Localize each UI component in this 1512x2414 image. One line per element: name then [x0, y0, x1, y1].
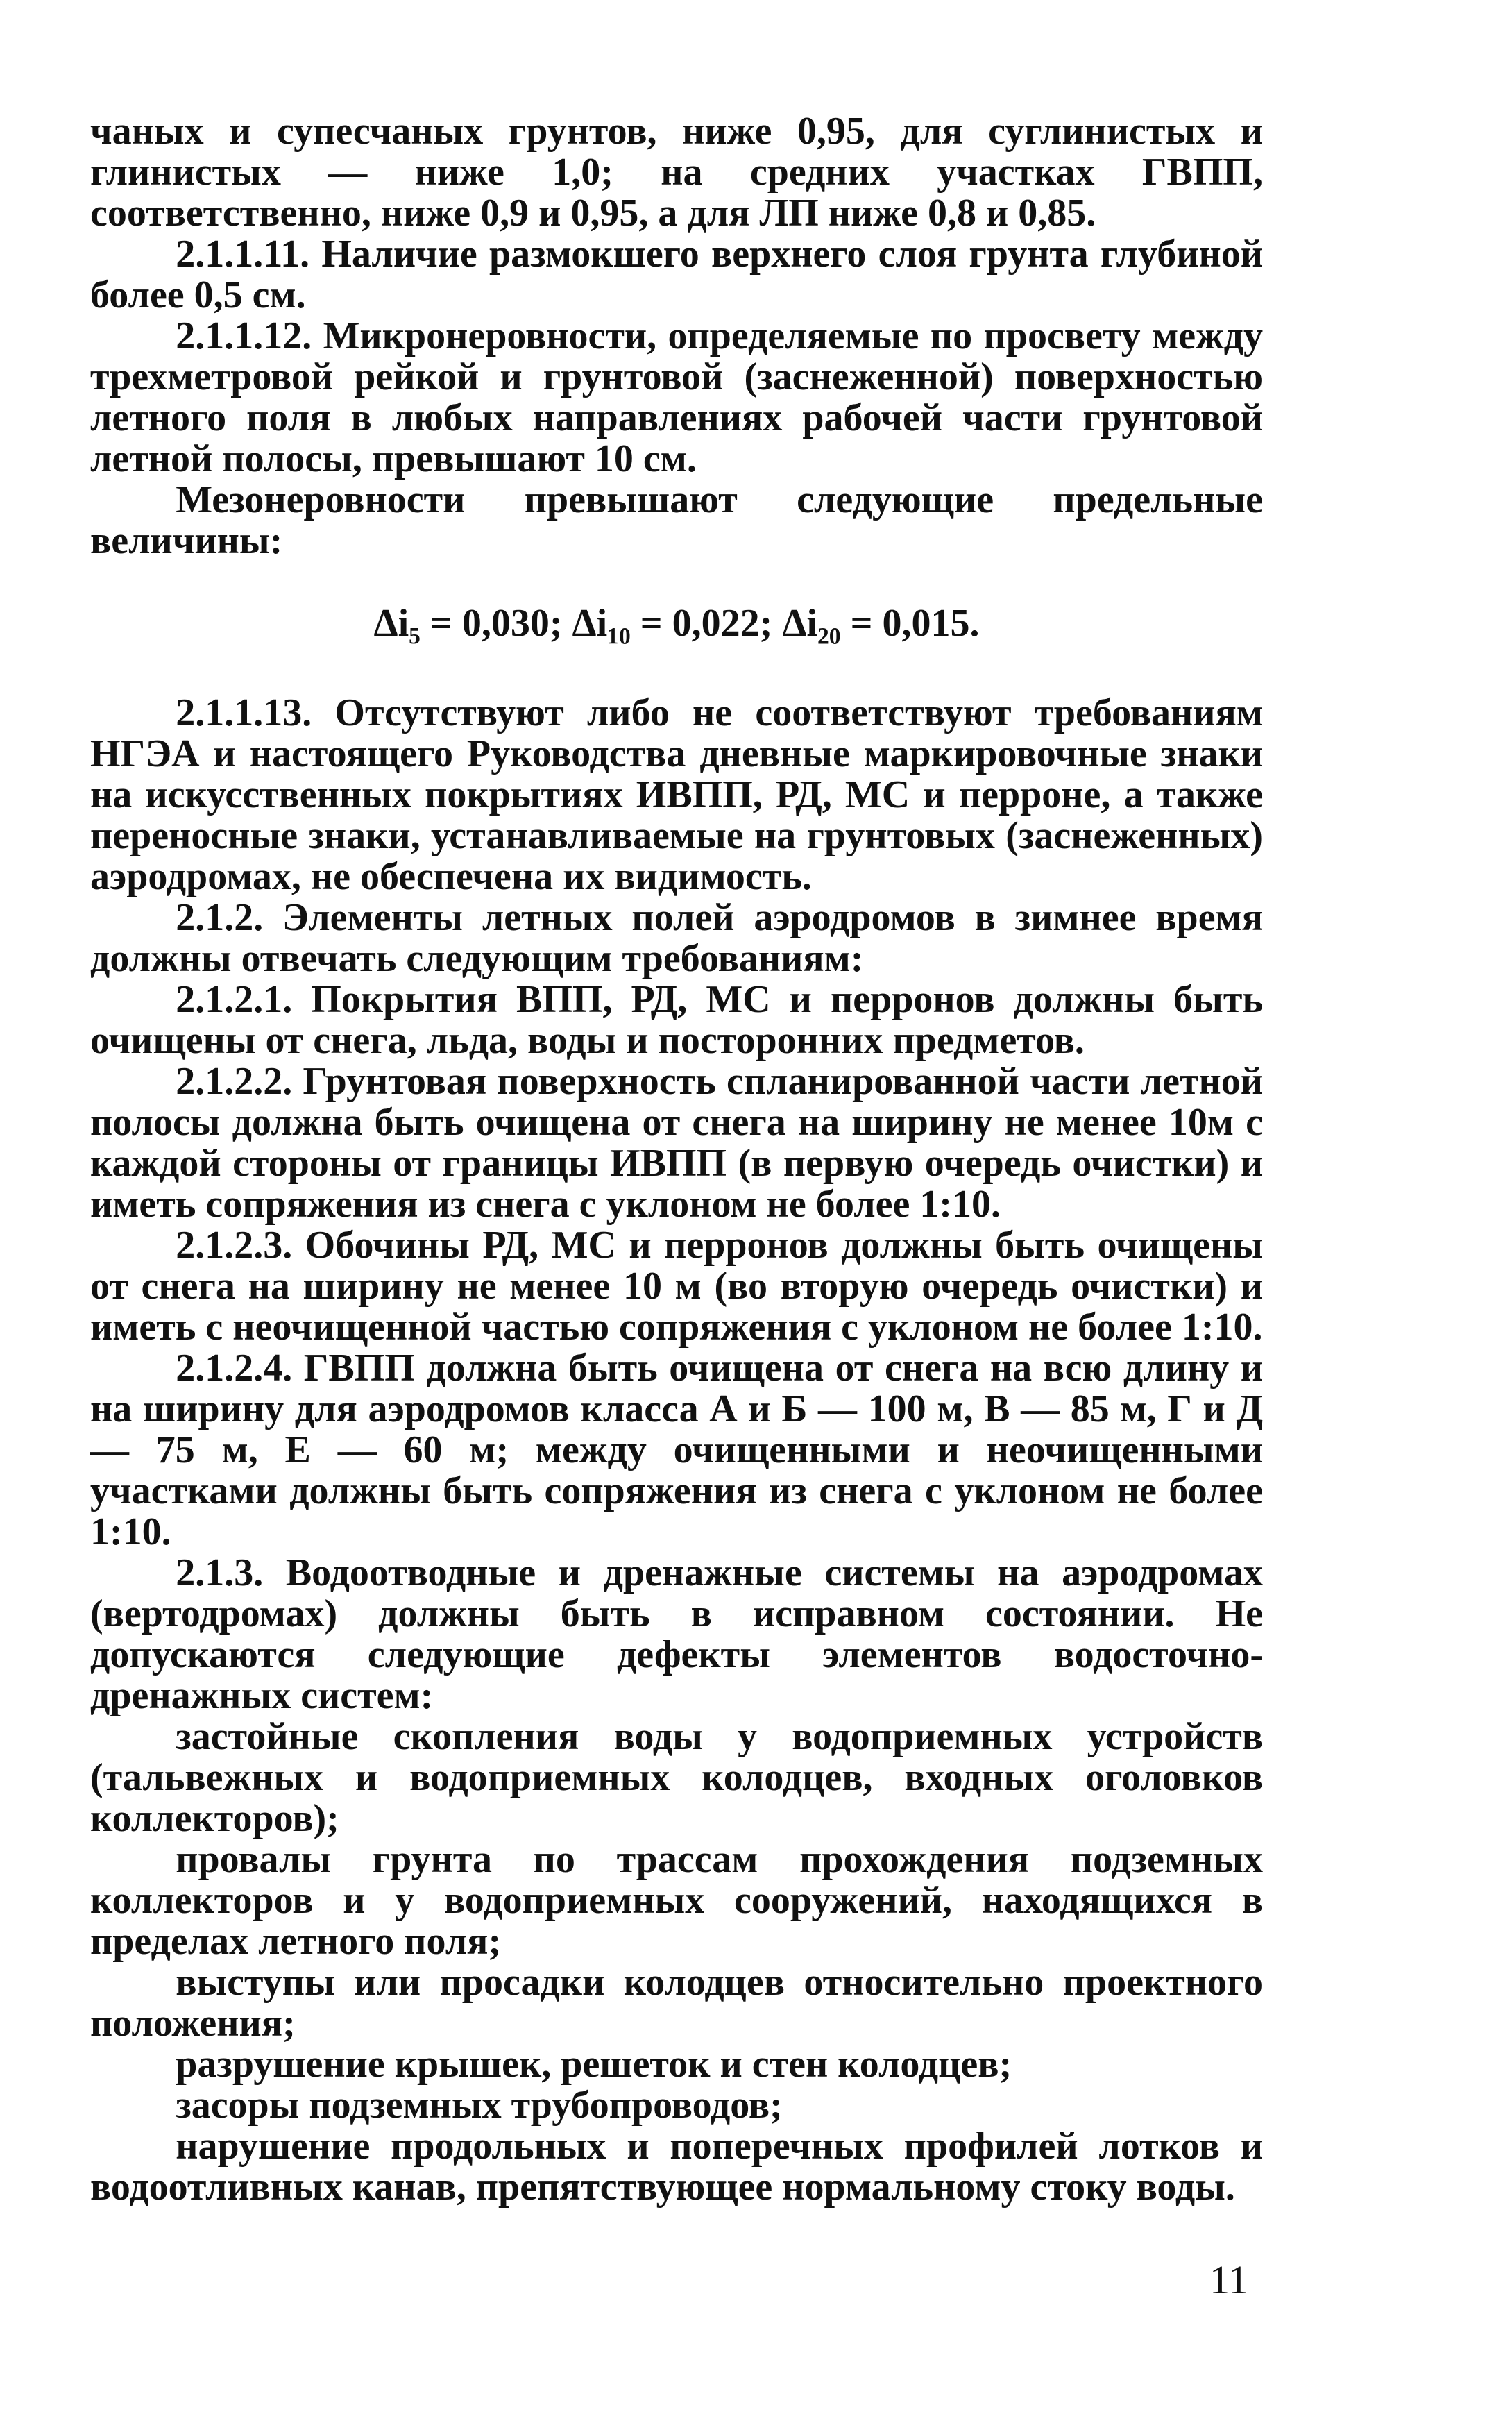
paragraph-2-1-1-12: 2.1.1.12. Микронеровности, определяемые по просвету между трехметровой рейкой и грунтовой (заснеженной) поверхностью летного поля в любых направлениях рабочей части грунтовой летной полосы, превышают 10 см.: [90, 314, 1263, 480]
paragraph-2-1-2-4: 2.1.2.4. ГВПП должна быть очищена от снега на всю длину и на ширину для аэродромов класса А и Б — 100 м, В — 85 м, Г и Д — 75 м, Е — 60 м; между очищенными и неочищенными участками должны быть сопряжения из снега с уклоном не более 1:10.: [90, 1347, 1263, 1553]
page-number: 11: [1209, 2257, 1248, 2302]
list-item: провалы грунта по трассам прохождения подземных коллекторов и у водоприемных сооружений, находящихся в пределах летного поля;: [90, 1838, 1263, 1963]
formula-line: Δi₅ = 0,030; Δi₁₀ = 0,022; Δi₂₀ = 0,015.: [373, 602, 980, 645]
document-page: [90, 111, 1263, 2208]
list-item: разрушение крышек, решеток и стен колодцев;: [176, 2043, 1012, 2086]
paragraph-2-1-1-13: 2.1.1.13. Отсутствуют либо не соответствуют требованиям НГЭА и настоящего Руководства дневные маркировочные знаки на искусственных покрытиях ИВПП, РД, МС и перроне, а также переносные знаки, устанавливаемые на грунтовых (заснеженных) аэродромах, не обеспечена их видимость.: [90, 691, 1263, 898]
list-item: застойные скопления воды у водоприемных устройств (тальвежных и водоприемных колодцев, входных оголовков коллекторов);: [90, 1715, 1263, 1840]
list-item: нарушение продольных и поперечных профилей лотков и водоотливных канав, препятствующее нормальному стоку воды.: [90, 2125, 1263, 2209]
paragraph-2-1-2: 2.1.2. Элементы летных полей аэродромов в зимнее время должны отвечать следующим требованиям:: [90, 896, 1263, 980]
paragraph-2-1-2-2: 2.1.2.2. Грунтовая поверхность спланированной части летной полосы должна быть очищена от снега на ширину не менее 10м с каждой стороны от границы ИВПП (в первую очередь очистки) и иметь сопряжения из снега с уклоном не более 1:10.: [90, 1060, 1263, 1226]
paragraph-2-1-2-1: 2.1.2.1. Покрытия ВПП, РД, МС и перронов должны быть очищены от снега, льда, воды и посторонних предметов.: [90, 978, 1263, 1062]
paragraph-2-1-1-11: 2.1.1.11. Наличие размокшего верхнего слоя грунта глубиной более 0,5 см.: [90, 233, 1263, 316]
paragraph-2-1-2-3: 2.1.2.3. Обочины РД, МС и перронов должны быть очищены от снега на ширину не менее 10 м (во вторую очередь очистки) и иметь с неочищенной частью сопряжения с уклоном не более 1:10.: [90, 1224, 1263, 1349]
paragraph-2-1-3: 2.1.3. Водоотводные и дренажные системы на аэродромах (вертодромах) должны быть в исправном состоянии. Не допускаются следующие дефекты элементов водосточно-дренажных систем:: [90, 1551, 1263, 1717]
paragraph-mesoirregularities: Мезонеровности превышают следующие предельные величины:: [90, 478, 1263, 562]
list-item: засоры подземных трубопроводов;: [176, 2084, 783, 2127]
list-item: выступы или просадки колодцев относительно проектного положения;: [90, 1961, 1263, 2045]
paragraph-continuation: чаных и супесчаных грунтов, ниже 0,95, для суглинистых и глинистых — ниже 1,0; на средних участках ГВПП, соответственно, ниже 0,9 и 0,95, а для ЛП ниже 0,8 и 0,85.: [90, 110, 1263, 235]
